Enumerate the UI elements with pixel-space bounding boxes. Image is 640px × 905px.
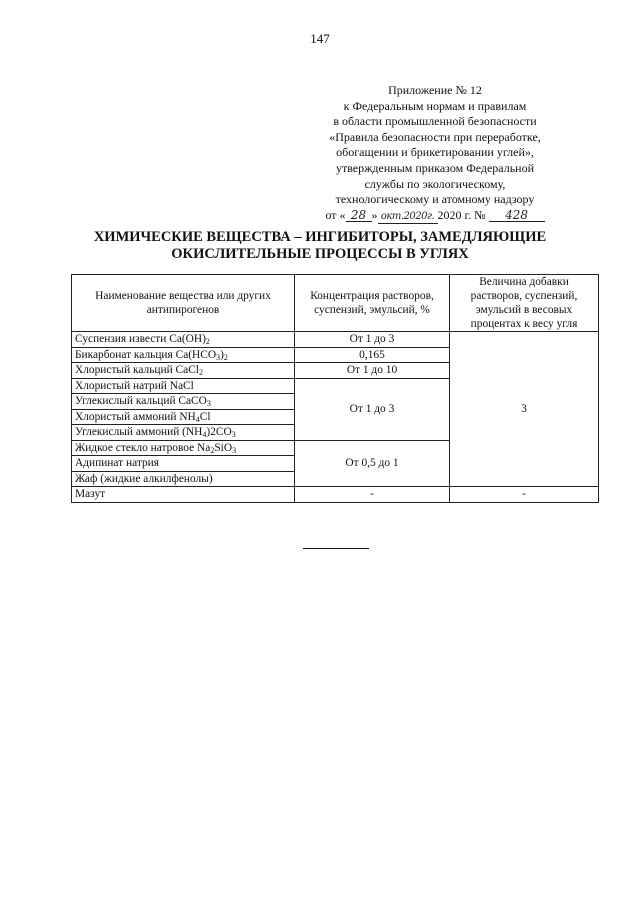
appendix-line: к Федеральным нормам и правилам xyxy=(343,98,527,113)
substance-name: Углекислый кальций CaCO$_3$ xyxy=(72,394,295,410)
inhibitors-table xyxy=(71,274,599,503)
table-header-row xyxy=(72,275,599,332)
concentration-cell: От 1 до 3 xyxy=(295,332,450,348)
date-suffix: 2020 г. № xyxy=(437,207,486,222)
title-line-2: ОКИСЛИТЕЛЬНЫЕ ПРОЦЕССЫ В УГЛЯХ xyxy=(171,246,469,262)
table-row xyxy=(72,332,599,348)
substance-name: Адипинат натрия xyxy=(72,456,295,472)
header-concentration: Концентрация растворов, суспензий, эмульсий, % xyxy=(295,275,450,332)
substance-name: Мазут xyxy=(72,487,295,503)
appendix-line: технологическому и атомному надзору xyxy=(335,192,535,207)
order-date-line xyxy=(285,208,585,224)
end-rule xyxy=(303,548,369,549)
concentration-cell: От 1 до 3 xyxy=(295,378,450,440)
appendix-line: «Правила безопасности при переработке, xyxy=(329,129,541,144)
date-mid: » xyxy=(371,207,378,222)
appendix-line: службы по экологическому, xyxy=(364,176,506,191)
header-substance: Наименование вещества или других антипирогенов xyxy=(72,275,295,332)
concentration-cell: От 1 до 10 xyxy=(295,363,450,379)
document-title xyxy=(0,229,640,263)
handwritten-month: окт.2020г. xyxy=(378,211,438,224)
date-prefix: от « xyxy=(325,207,346,222)
table-row xyxy=(72,487,599,503)
appendix-line: утвержденным приказом Федеральной xyxy=(335,160,535,175)
substance-name: Хлористый натрий NaCl xyxy=(72,378,295,394)
addition-cell: - xyxy=(450,487,599,503)
substance-name: Суспензия извести $Ca(OH)_2$ xyxy=(72,332,295,348)
appendix-line: в области промышленной безопасности xyxy=(333,114,537,129)
page-number: 147 xyxy=(310,31,330,46)
concentration-cell: 0,165 xyxy=(295,347,450,363)
appendix-line: Приложение № 12 xyxy=(388,83,482,97)
substance-name: Хлористый кальций CaCl$_2$ xyxy=(72,363,295,379)
concentration-cell: - xyxy=(295,487,450,503)
appendix-line: обогащении и брикетировании углей», xyxy=(336,145,534,160)
handwritten-day: 28 xyxy=(346,209,372,222)
substance-name: Углекислый аммоний $(NH_4)2CO_3$ xyxy=(72,425,295,441)
substance-name: Хлористый аммоний $NH_4Cl$ xyxy=(72,409,295,425)
concentration-cell: От 0,5 до 1 xyxy=(295,440,450,487)
substance-name: Жаф (жидкие алкилфенолы) xyxy=(72,471,295,487)
substance-name: Бикарбонат кальция $Ca(HCO_3)_2$ xyxy=(72,347,295,363)
header-addition: Величина добавки растворов, суспензий, эмульсий в весовых процентах к весу угля xyxy=(450,275,599,332)
addition-cell: 3 xyxy=(450,332,599,487)
appendix-block xyxy=(285,83,585,224)
title-line-1: ХИМИЧЕСКИЕ ВЕЩЕСТВА – ИНГИБИТОРЫ, ЗАМЕДЛЯЮЩИЕ xyxy=(93,229,547,245)
substance-name: Жидкое стекло натровое $Na_2SiO_3$ xyxy=(72,440,295,456)
handwritten-order-number: 428 xyxy=(489,209,545,222)
